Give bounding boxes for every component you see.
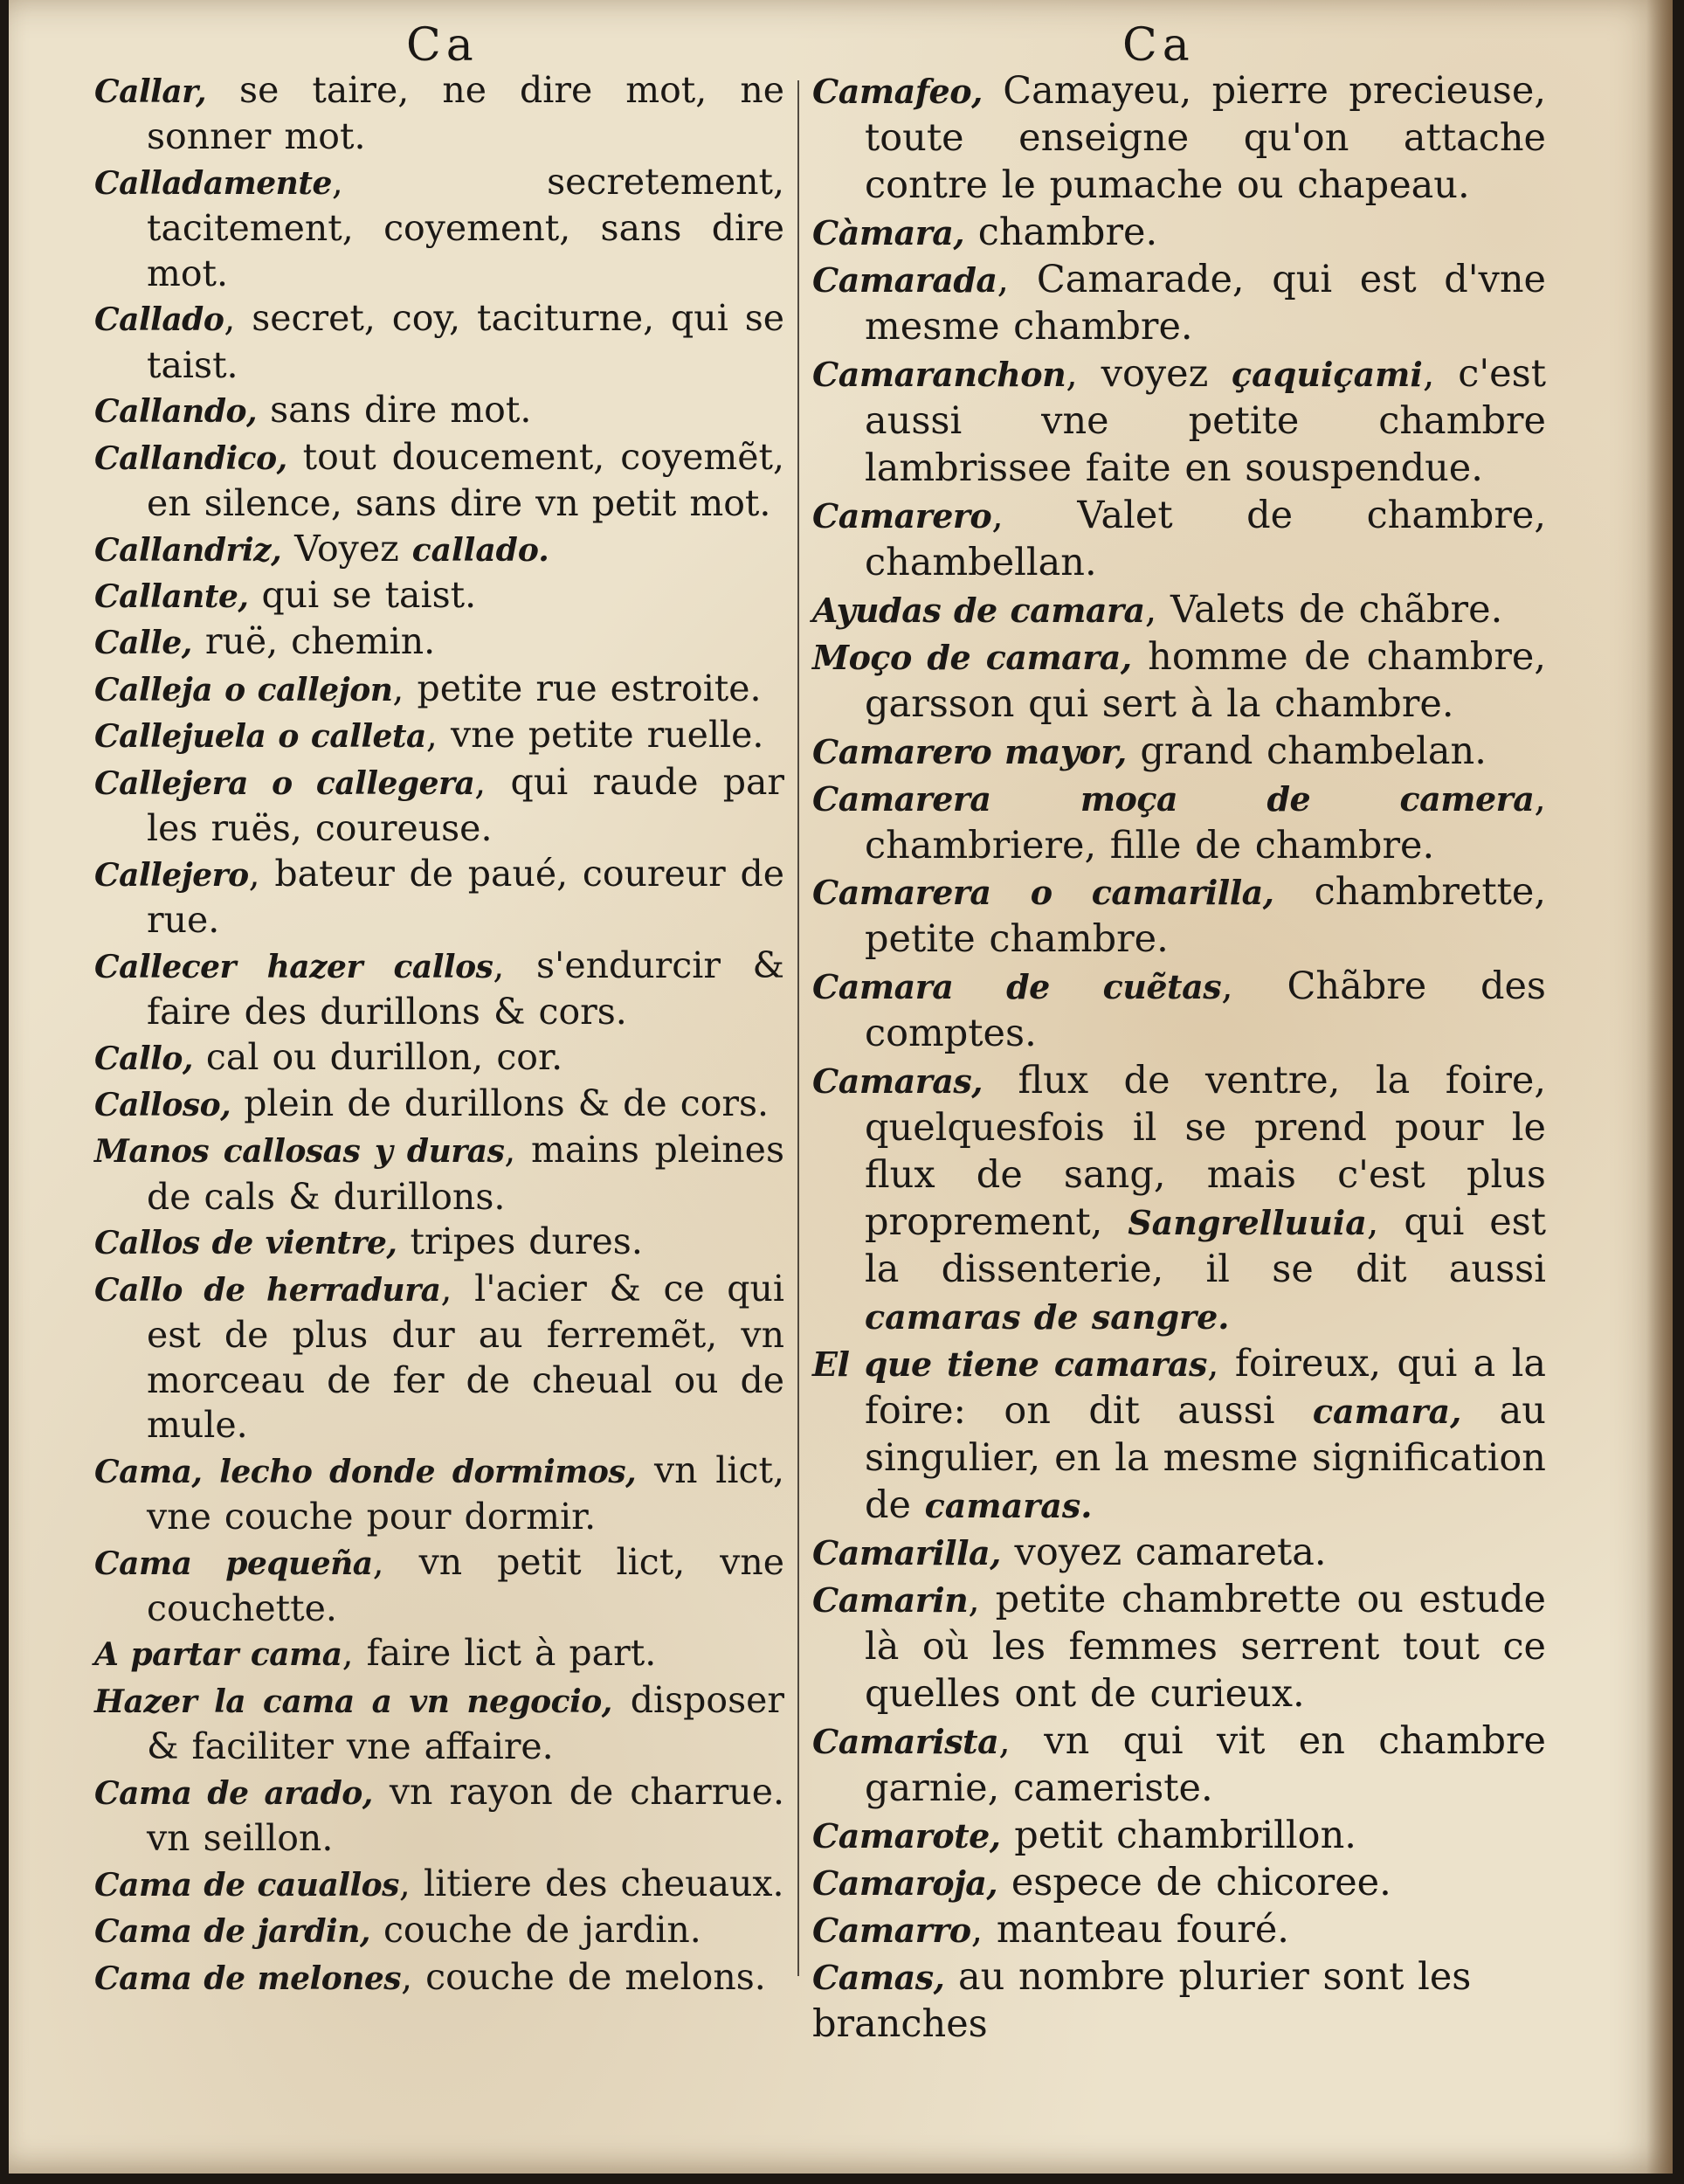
headword: Callar, [94, 73, 207, 110]
headword: A partar cama [94, 1636, 342, 1674]
dictionary-entry [94, 1770, 784, 1862]
dictionary-entry [812, 1907, 1546, 1954]
headword: Callejero [94, 856, 249, 894]
definition: couche de jardin. [369, 1909, 701, 1952]
headword: Camarera moça de camera [812, 778, 1535, 819]
dictionary-entry [812, 1954, 1546, 2001]
dictionary-entry [812, 776, 1546, 870]
definition: Camayeu, pierre precieuse, toute enseigne qu'on attache contre le pumache ou chapeau. [865, 69, 1546, 207]
definition: chambrette, petite chambre. [865, 870, 1547, 962]
dictionary-entry [812, 869, 1546, 964]
dictionary-entry [94, 1128, 784, 1220]
headword: Camarote, [812, 1815, 1001, 1856]
dictionary-entry [812, 729, 1546, 776]
dictionary-entry [812, 634, 1546, 729]
headword: Callecer hazer callos [94, 948, 493, 985]
definition: , Valet de chambre, chambellan. [865, 493, 1546, 584]
definition: , petite chambrette ou estude là où les femmes serrent tout ce quelles ont de curieux. [865, 1578, 1546, 1716]
dictionary-page [9, 0, 1673, 2174]
headword: Callos de vientre, [94, 1225, 397, 1262]
dictionary-entry [812, 493, 1546, 587]
definition-continued: au singulier, en la mesme signification de [865, 1389, 1547, 1528]
headword: Cama de jardin, [94, 1913, 370, 1951]
headword: Manos callosas y duras [94, 1133, 505, 1171]
dictionary-entry [94, 1448, 784, 1540]
left-running-header: Ca [406, 19, 479, 72]
definition: chambre. [964, 210, 1158, 254]
dictionary-entry [94, 435, 784, 527]
definition: , Chãbre des comptes. [865, 964, 1546, 1056]
headword: Camarin [812, 1580, 969, 1620]
definition: tout doucement, coyemẽt, en silence, sans dire vn petit mot. [147, 435, 784, 525]
definition: petit chambrillon. [1000, 1813, 1356, 1857]
headword: Callejuela o calleta [94, 718, 426, 756]
headword: Camafeo, [812, 72, 983, 111]
dictionary-entry [812, 587, 1546, 634]
headword: Camarero mayor, [812, 731, 1127, 771]
definition: tripes dures. [397, 1220, 643, 1263]
definition: , vn petit lict, vne couchette. [147, 1540, 784, 1629]
definition: , Valets de chãbre. [1144, 587, 1503, 632]
dictionary-entry [812, 1341, 1546, 1530]
definition: , faire lict à part. [342, 1632, 657, 1675]
headword: Callejera o callegera [94, 764, 475, 802]
definition: , petite rue estroite. [392, 667, 762, 709]
definition: vn lict, vne couche pour dormir. [147, 1448, 784, 1538]
dictionary-entry [812, 351, 1546, 493]
dictionary-entry [94, 1035, 784, 1082]
dictionary-entry [94, 160, 784, 296]
definition: , qui raude par les ruës, coureuse. [147, 760, 784, 850]
dictionary-entry [94, 1220, 784, 1266]
dictionary-entry [812, 1718, 1546, 1813]
cross-reference: çaquiçami [1232, 354, 1423, 394]
headword: Callo, [94, 1040, 193, 1077]
dictionary-entry [812, 257, 1546, 351]
definition: , vne petite ruelle. [425, 714, 764, 757]
headword: Ayudas de camara [812, 590, 1145, 630]
dictionary-entry [94, 527, 784, 573]
definition: , l'acier & ce qui est de plus dur au ferremẽt, vn morceau de fer de cheual ou de mule. [147, 1267, 784, 1447]
dictionary-entry [94, 1862, 784, 1908]
cross-reference: camaras. [924, 1486, 1093, 1526]
headword: Calladamente [94, 164, 332, 202]
definition: cal ou durillon, cor. [192, 1035, 563, 1078]
cross-reference: camaras de sangre. [865, 1297, 1230, 1337]
definition: voyez camareta. [1000, 1531, 1327, 1575]
definition: qui se taist. [248, 573, 477, 616]
dictionary-entry [812, 964, 1546, 1058]
definition: au nombre plurier sont les [944, 1954, 1472, 1999]
headword: Calloso, [94, 1086, 231, 1123]
dictionary-entry [94, 760, 784, 852]
headword: Camarero [812, 495, 992, 536]
dictionary-entry [94, 1540, 784, 1632]
definition: , Camarade, qui est d'vne mesme chambre. [865, 257, 1546, 349]
definition: ruë, chemin. [191, 620, 436, 663]
headword: Camara de cuẽtas [812, 967, 1222, 1007]
left-column [94, 68, 784, 2001]
dictionary-entry [812, 1813, 1546, 1860]
definition-continued: , c'est aussi vne petite chambre lambrissee faite en souspendue. [865, 351, 1546, 490]
headword: Camaranchon [812, 354, 1066, 394]
cross-reference: Sangrelluuia [1128, 1203, 1367, 1243]
dictionary-entry [94, 713, 784, 759]
headword: Camarada [812, 259, 997, 300]
column-divider [797, 80, 799, 1976]
definition: , foireux, qui a la foire: on dit aussi [865, 1342, 1547, 1434]
definition: sans dire mot. [257, 389, 532, 432]
right-running-header: Ca [1122, 19, 1195, 72]
dictionary-entry [94, 852, 784, 943]
headword: Hazer la cama a vn negocio, [94, 1683, 612, 1720]
dictionary-entry [94, 667, 784, 713]
dictionary-entry [94, 68, 784, 160]
headword: Cama de cauallos [94, 1866, 399, 1904]
headword: Moço de camara, [812, 637, 1132, 677]
dictionary-entry [812, 1058, 1546, 1341]
headword: Camas, [812, 1957, 945, 1997]
headword: Callandriz, [94, 531, 282, 569]
definition-continued: , qui est la dissenterie, il se dit aussi [865, 1200, 1547, 1292]
cross-reference: camara, [1312, 1392, 1462, 1432]
headword: Callado [94, 301, 224, 339]
dictionary-entry [94, 573, 784, 619]
headword: Camarro [812, 1910, 971, 1950]
dictionary-entry [812, 210, 1546, 257]
dictionary-entry [94, 1678, 784, 1770]
definition: flux de ventre, la foire, quelquesfois il se prend pour le flux de sang, mais c'est plus proprement, [865, 1059, 1546, 1245]
definition: , s'endurcir & faire des durillons & cors. [147, 943, 784, 1033]
dictionary-entry [94, 1267, 784, 1448]
headword: Callando, [94, 393, 258, 431]
cross-reference: callado. [411, 531, 549, 569]
definition: se taire, ne dire mot, ne sonner mot. [147, 69, 784, 158]
right-column [812, 68, 1546, 2049]
dictionary-entry [812, 1530, 1546, 1577]
definition: , litiere des cheuaux. [398, 1862, 784, 1904]
definition: vn rayon de charrue. vn seillon. [147, 1770, 784, 1860]
definition: , couche de melons. [401, 1955, 766, 1998]
headword: Camarista [812, 1721, 999, 1761]
headword: Callandico, [94, 439, 287, 477]
headword: Camaras, [812, 1061, 983, 1102]
definition: espece de chicoree. [997, 1860, 1391, 1904]
definition: , chambriere, fille de chambre. [865, 776, 1546, 867]
dictionary-entry [94, 1908, 784, 1954]
headword: El que tiene camaras [812, 1344, 1207, 1385]
headword: Callo de herradura [94, 1271, 441, 1309]
definition: , bateur de paué, coureur de rue. [147, 852, 784, 942]
definition: , secret, coy, taciturne, qui se taist. [147, 297, 784, 386]
headword: Camaroja, [812, 1863, 998, 1903]
definition: Voyez [281, 527, 412, 570]
definition: , voyez [1066, 351, 1232, 396]
definition: , mains pleines de cals & durillons. [147, 1129, 784, 1218]
dictionary-entry [94, 1631, 784, 1677]
headword: Camarilla, [812, 1533, 1001, 1573]
headword: Cama, lecho donde dormimos, [94, 1453, 637, 1490]
headword: Cama de melones [94, 1959, 402, 1997]
headword: Calleja o callejon [94, 671, 393, 708]
definition: disposer & faciliter vne affaire. [147, 1678, 784, 1768]
dictionary-entry [812, 1860, 1546, 1907]
headword: Calle, [94, 625, 192, 662]
page-gutter-shadow [1646, 0, 1673, 2174]
dictionary-entry [94, 619, 784, 666]
headword: Càmara, [812, 212, 965, 252]
dictionary-entry [94, 296, 784, 388]
headword: Camarera o camarilla, [812, 873, 1274, 913]
dictionary-entry [94, 943, 784, 1035]
definition: grand chambelan. [1126, 729, 1487, 773]
dictionary-entry [94, 1955, 784, 2001]
definition: plein de durillons & de cors. [231, 1082, 770, 1124]
headword: Cama pequeña [94, 1545, 373, 1582]
definition: , secretement, tacitement, coyement, sans dire mot. [147, 160, 784, 294]
catchword: branches [812, 2001, 988, 2046]
headword: Cama de arado, [94, 1774, 373, 1812]
dictionary-entry [94, 1082, 784, 1128]
definition: , vn qui vit en chambre garnie, cameriste. [865, 1718, 1546, 1810]
definition: , manteau fouré. [970, 1907, 1289, 1952]
dictionary-entry [94, 388, 784, 434]
definition: homme de chambre, garsson qui sert à la chambre. [865, 634, 1546, 726]
dictionary-entry [812, 1577, 1546, 1718]
dictionary-entry [812, 68, 1546, 210]
headword: Callante, [94, 577, 249, 615]
